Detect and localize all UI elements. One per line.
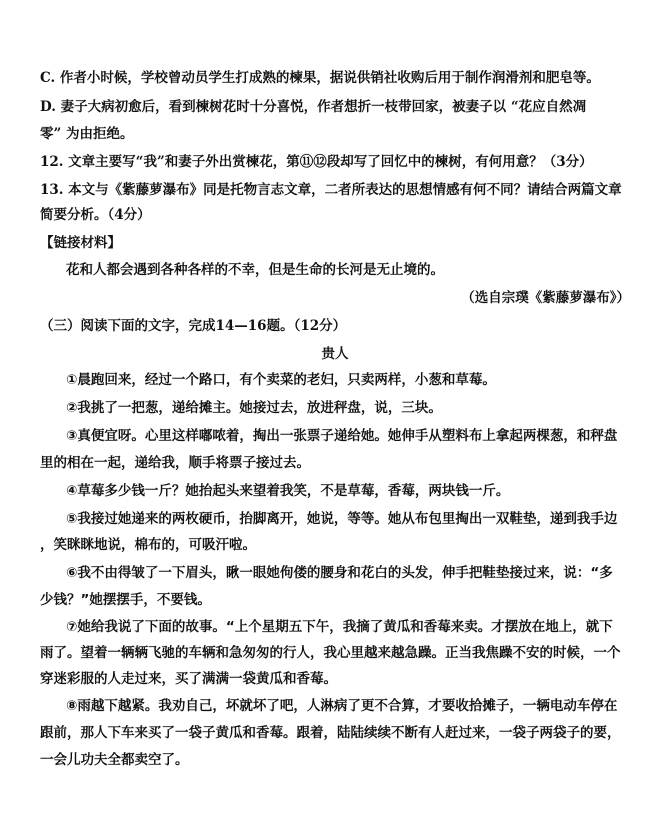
paragraph-2: ②我挑了一把葱，递给摊主。她接过去，放进秤盘，说，三块。 xyxy=(66,400,442,416)
paragraph-5-line2: ，笑眯眯地说，棉布的，可吸汗啦。 xyxy=(40,537,256,553)
paragraph-7-line3: 穿迷彩服的人走过来，买了满满一袋黄瓜和香莓。 xyxy=(40,671,337,687)
question-12: 12. 文章主要写“我”和妻子外出赏楝花，第⑪⑫段却写了回忆中的楝树，有何用意？（3分） xyxy=(40,154,593,170)
option-c: C. 作者小时候，学校曾动员学生打成熟的楝果，据说供销社收购后用于制作润滑剂和肥皂等。 xyxy=(40,70,600,86)
article-title: 贵人 xyxy=(321,346,349,362)
paragraph-8-line3: 一会儿功夫全都卖空了。 xyxy=(40,752,189,768)
link-material-heading: 【链接材料】 xyxy=(40,235,121,251)
paragraph-8-line1: ⑧雨越下越紧。我劝自己，坏就坏了吧，人淋病了更不合算，才要收拾摊子，一辆电动车停在 xyxy=(66,698,618,714)
link-material-quote: 花和人都会遇到各种各样的不幸，但是生命的长河是无止境的。 xyxy=(66,262,444,278)
option-d-line1: D. 妻子大病初愈后，看到楝树花时十分喜悦，作者想折一枝带回家，被妻子以 “花应自然凋 xyxy=(40,99,587,115)
question-13-line1: 13. 本文与《紫藤萝瀑布》同是托物言志文章，二者所表达的思想情感有何不同？请结合两篇文章 xyxy=(40,182,622,198)
paragraph-4: ④草莓多少钱一斤？她抬起头来望着我笑，不是草莓，香莓，两块钱一斤。 xyxy=(66,483,510,499)
paragraph-8-line2: 跟前，那人下车来买了一袋子黄瓜和香莓。跟着，陆陆续续不断有人赶过来，一袋子两袋子的要， xyxy=(40,725,621,741)
paragraph-3-line2: 里的相在一起，递给我，顺手将票子接过去。 xyxy=(40,455,310,471)
option-d-line2: 零” 为由拒绝。 xyxy=(40,126,134,142)
paragraph-3-line1: ③真便宜呀。心里这样嘟哝着，掏出一张票子递给她。她伸手从塑料布上拿起两棵葱，和秤盘 xyxy=(66,428,618,444)
paragraph-5-line1: ⑤我接过她递来的两枚硬币，抬脚离开，她说，等等。她从布包里掏出一双鞋垫，递到我手边 xyxy=(66,511,618,527)
link-material-source: （选自宗璞《紫藤萝瀑布》） xyxy=(461,290,630,306)
paragraph-6-line1: ⑥我不由得皱了一下眉头，瞅一眼她佝偻的腰身和花白的头发，伸手把鞋垫接过来，说：“多 xyxy=(66,565,613,581)
section-3-instruction: （三）阅读下面的文字，完成14—16题。（12分） xyxy=(40,318,347,334)
paragraph-6-line2: 少钱？”她摆摆手，不要钱。 xyxy=(40,592,211,608)
question-13-line2: 简要分析。（4分） xyxy=(40,207,151,223)
paragraph-7-line1: ⑦她给我说了下面的故事。“上个星期五下午，我摘了黄瓜和香莓来卖。才摆放在地上，就下 xyxy=(66,619,613,635)
paragraph-1: ①晨跑回来，经过一个路口，有个卖菜的老妇，只卖两样，小葱和草莓。 xyxy=(66,372,496,388)
paragraph-7-line2: 雨了。望着一辆辆飞驰的车辆和急匆匆的行人，我心里越来越急躁。正当我焦躁不安的时候，一个 xyxy=(40,645,621,661)
